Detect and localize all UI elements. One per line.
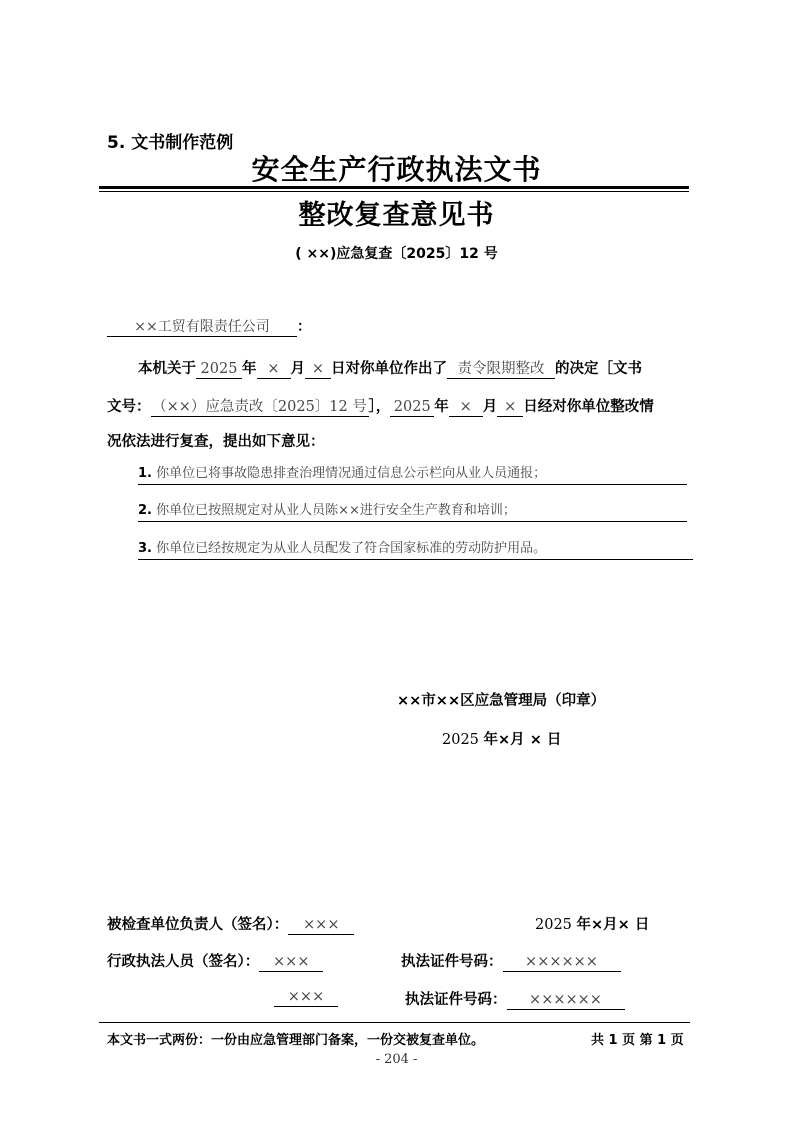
document-subtitle: 整改复查意见书 bbox=[298, 200, 495, 231]
month-field: × bbox=[449, 398, 483, 417]
footer-pages: 共 1 页 第 1 页 bbox=[591, 1033, 684, 1048]
opinion-number: 2. bbox=[138, 503, 152, 518]
footer-note: 本文书一式两份：一份由应急管理部门备案，一份交被复查单位。 bbox=[107, 1033, 485, 1048]
opinion-item-3 bbox=[138, 537, 693, 560]
title-rule-thin bbox=[99, 191, 689, 192]
inspected-signature-row bbox=[107, 913, 354, 935]
opinion-item-1 bbox=[138, 462, 687, 485]
year-label: 年 bbox=[242, 361, 257, 377]
issue-date bbox=[442, 728, 561, 749]
addressee-line bbox=[107, 316, 311, 337]
officer-label: 行政执法人员（签名）： bbox=[107, 954, 260, 970]
page-number: - 204 - bbox=[375, 1052, 418, 1067]
title-rule-thick bbox=[99, 186, 689, 189]
month-field: × bbox=[257, 360, 291, 379]
year-field: 2025 bbox=[196, 360, 242, 379]
issuer-seal-text: ××市××区应急管理局（印章） bbox=[397, 693, 606, 709]
cert-row-1 bbox=[401, 950, 621, 972]
officer-signature-1: ××× bbox=[259, 953, 323, 972]
issue-date-year: 2025 bbox=[442, 732, 479, 748]
body-text: ］， bbox=[368, 399, 391, 415]
inspected-date-year: 2025 bbox=[535, 917, 572, 933]
month-label: 月 bbox=[290, 361, 305, 377]
inspected-date-rest: 年×月× 日 bbox=[576, 917, 650, 933]
inspected-signature: ××× bbox=[288, 916, 354, 935]
inspected-label: 被检查单位负责人（签名）： bbox=[107, 917, 289, 933]
body-text: 本机关于 bbox=[138, 361, 196, 377]
addressee-colon: ： bbox=[297, 319, 311, 335]
opinion-item-2 bbox=[138, 499, 687, 522]
cert-number-2: ×××××× bbox=[507, 991, 625, 1010]
cert-number-1: ×××××× bbox=[503, 953, 621, 972]
day-field: × bbox=[497, 398, 523, 417]
footer-rule bbox=[99, 1022, 690, 1023]
doc-ref-field: （××）应急责改〔2025〕12 号 bbox=[152, 399, 367, 415]
addressee: ××工贸有限责任公司 bbox=[107, 318, 297, 337]
officer-signature-row-1 bbox=[107, 950, 323, 972]
section-heading: 5. 文书制作范例 bbox=[107, 133, 234, 153]
cert-label: 执法证件号码： bbox=[405, 992, 507, 1008]
body-line-3: 况依法进行复查，提出如下意见： bbox=[107, 434, 325, 450]
body-line-1 bbox=[138, 357, 642, 379]
inspected-date bbox=[535, 913, 649, 934]
doc-number: ( ××)应急复查〔2025〕12 号 bbox=[295, 246, 498, 262]
body-text: 的决定［文书 bbox=[555, 361, 642, 377]
opinion-text: 你单位已将事故隐患排查治理情况通过信息公示栏向从业人员通报； bbox=[156, 466, 547, 481]
opinion-number: 3. bbox=[138, 541, 152, 556]
month-label: 月 bbox=[482, 399, 498, 415]
body-text: 日对你单位作出了 bbox=[331, 361, 447, 377]
officer-signature-2: ××× bbox=[274, 988, 338, 1007]
year-field: 2025 bbox=[390, 398, 434, 417]
officer-signature-row-2 bbox=[274, 988, 338, 1007]
cert-row-2 bbox=[405, 988, 625, 1010]
opinion-number: 1. bbox=[138, 466, 152, 481]
body-text: 日经对你单位整改情 bbox=[523, 399, 654, 415]
body-text: 文号： bbox=[107, 399, 151, 415]
day-field: × bbox=[305, 360, 331, 379]
opinion-text: 你单位已经按规定为从业人员配发了符合国家标准的劳动防护用品。 bbox=[156, 541, 547, 556]
cert-label: 执法证件号码： bbox=[401, 954, 503, 970]
year-label: 年 bbox=[434, 399, 449, 415]
body-line-2 bbox=[107, 395, 654, 417]
issue-date-rest: 年×月 × 日 bbox=[483, 732, 562, 748]
document-title: 安全生产行政执法文书 bbox=[251, 153, 542, 186]
opinion-text: 你单位已按照规定对从业人员陈××进行安全生产教育和培训； bbox=[156, 503, 516, 518]
decision-field: 责令限期整改 bbox=[447, 360, 555, 379]
